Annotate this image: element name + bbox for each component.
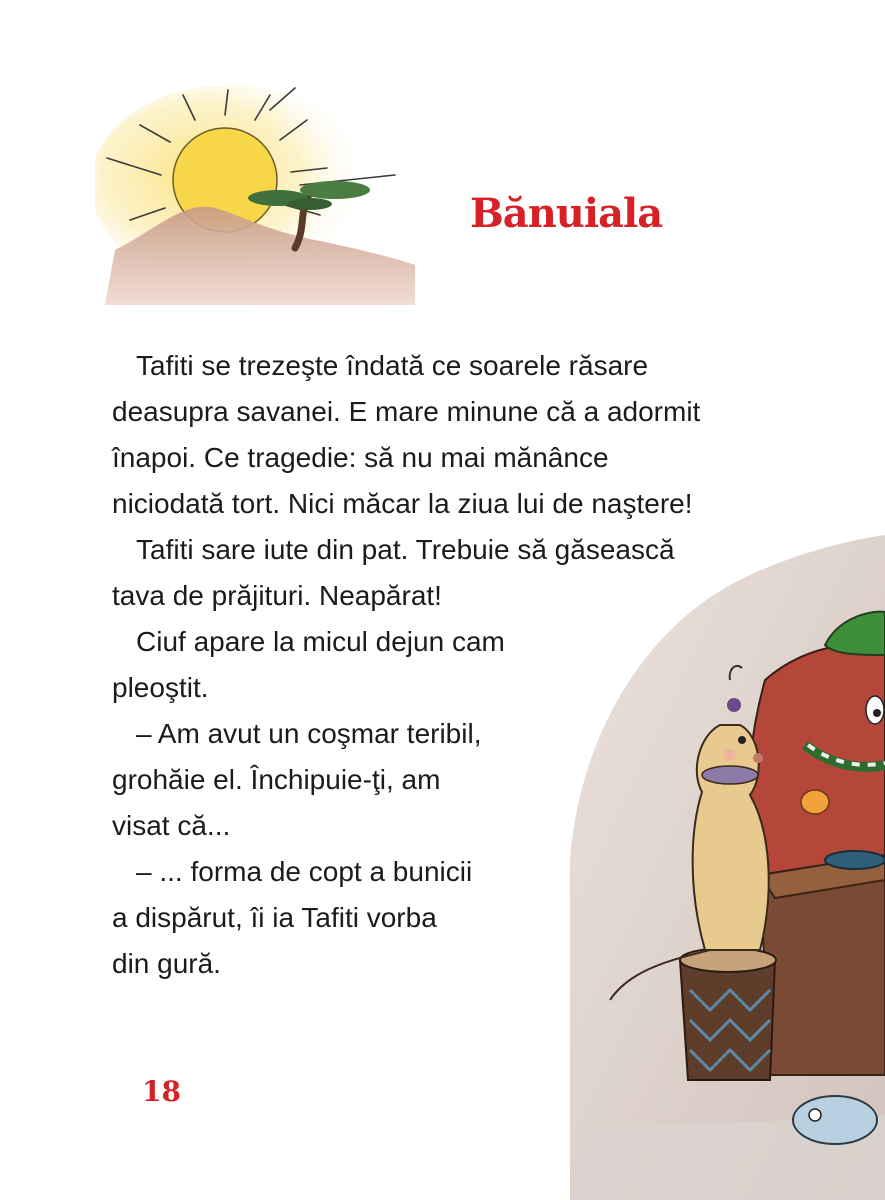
text-line: grohăie el. Închipuie-ţi, am bbox=[112, 764, 441, 795]
text-line: Tafiti sare iute din pat. Trebuie să găsească bbox=[136, 534, 675, 565]
text-line: Ciuf apare la micul dejun cam bbox=[136, 626, 505, 657]
text-line: a dispărut, îi ia Tafiti vorba bbox=[112, 902, 437, 933]
text-line: niciodată tort. Nici măcar la ziua lui de naştere! bbox=[112, 488, 693, 519]
text-line: visat că... bbox=[112, 810, 231, 841]
chapter-title: Bănuiala bbox=[470, 190, 663, 237]
text-line: – ... forma de copt a bunicii bbox=[136, 856, 473, 887]
text-line: din gură. bbox=[112, 948, 221, 979]
paragraph bbox=[112, 343, 812, 527]
page-number: 18 bbox=[142, 1075, 181, 1108]
sunrise-savanna-tree-illustration bbox=[95, 80, 425, 305]
text-line: pleoştit. bbox=[112, 672, 209, 703]
meerkat-and-warthog-breakfast-illustration bbox=[570, 530, 885, 1200]
text-line: înapoi. Ce tragedie: să nu mai mănânce bbox=[112, 442, 609, 473]
text-line: tava de prăjituri. Neapărat! bbox=[112, 580, 442, 611]
text-line: Tafiti se trezeşte îndată ce soarele răsare bbox=[136, 350, 649, 381]
text-line: deasupra savanei. E mare minune că a adormit bbox=[112, 396, 701, 427]
text-line: – Am avut un coşmar teribil, bbox=[136, 718, 482, 749]
